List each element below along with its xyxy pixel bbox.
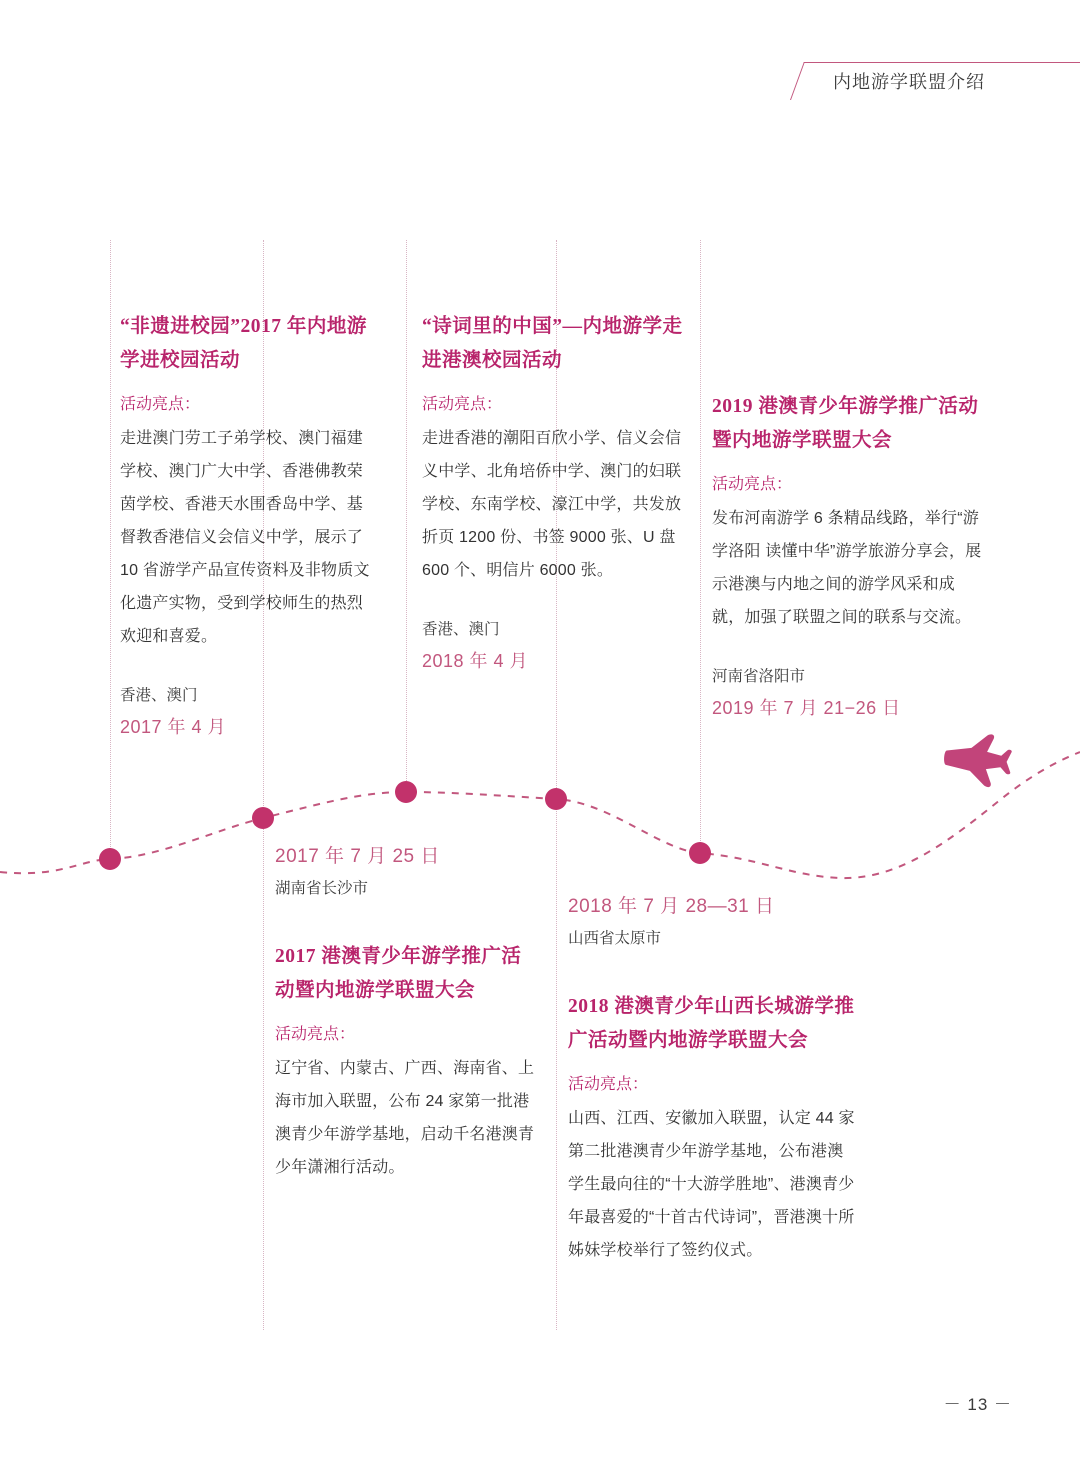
- event-highlights-label: 活动亮点：: [568, 1076, 649, 1093]
- event-title: 2019 港澳青少年游学推广活动暨内地游学联盟大会: [712, 396, 979, 451]
- event-block-2017-campus: [120, 310, 375, 743]
- event-block-2019-luoyang: [712, 390, 987, 724]
- event-title: “诗词里的中国”—内地游学走进港澳校园活动: [422, 316, 683, 371]
- event-block-2017-changsha-head: [275, 840, 540, 904]
- event-block-2018-taiyuan-head: [568, 890, 848, 954]
- page-header: [0, 62, 1080, 122]
- event-title: “非遗进校园”2017 年内地游学进校园活动: [120, 316, 367, 371]
- timeline-dot-2017-04: [99, 848, 121, 870]
- event-date: 2018 年 7 月 28—31 日: [568, 896, 775, 917]
- event-title: 2017 港澳青少年游学推广活动暨内地游学联盟大会: [275, 946, 522, 1001]
- event-date: 2018 年 4 月: [422, 651, 529, 671]
- event-place: 河南省洛阳市: [712, 668, 806, 685]
- timeline-dashed-path: [0, 752, 1080, 878]
- timeline-dot-2018-04: [395, 781, 417, 803]
- airplane-icon: [927, 712, 1028, 808]
- event-block-2017-changsha-body: [275, 940, 535, 1184]
- timeline-dot-2017-07: [252, 807, 274, 829]
- event-highlights-label: 活动亮点：: [275, 1026, 356, 1043]
- header-title: 内地游学联盟介绍: [833, 72, 985, 92]
- timeline-dot-2018-07: [545, 788, 567, 810]
- event-place: 香港、澳门: [422, 621, 500, 638]
- event-highlights-label: 活动亮点：: [422, 396, 503, 413]
- event-body: 走进澳门劳工子弟学校、澳门福建学校、澳门广大中学、香港佛教荣茵学校、香港天水围香岛中学、基督教香港信义会信义中学，展示了 10 省游学产品宣传资料及非物质文化遗产实物，受到学校师生的热烈欢迎和喜爱。: [120, 430, 370, 645]
- event-date: 2017 年 4 月: [120, 717, 227, 737]
- event-body: 发布河南游学 6 条精品线路，举行“游学洛阳 读懂中华”游学旅游分享会，展示港澳与内地之间的游学风采和成就，加强了联盟之间的联系与交流。: [712, 510, 982, 626]
- page-number: － 13 －: [943, 1395, 1012, 1414]
- timeline-dot-2019-07: [689, 842, 711, 864]
- event-place: 湖南省长沙市: [275, 880, 369, 897]
- event-date: 2019 年 7 月 21−26 日: [712, 698, 901, 718]
- event-body: 走进香港的潮阳百欣小学、信义会信义中学、北角培侨中学、澳门的妇联学校、东南学校、濠江中学，共发放折页 1200 份、书签 9000 张、U 盘 600 个、明信片 6000 张。: [422, 430, 682, 579]
- event-highlights-label: 活动亮点：: [712, 476, 793, 493]
- event-title: 2018 港澳青少年山西长城游学推广活动暨内地游学联盟大会: [568, 996, 855, 1051]
- event-place: 香港、澳门: [120, 687, 198, 704]
- event-body: 辽宁省、内蒙古、广西、海南省、上海市加入联盟，公布 24 家第一批港澳青少年游学基地，启动千名港澳青少年潇湘行活动。: [275, 1060, 535, 1176]
- event-place: 山西省太原市: [568, 930, 662, 947]
- event-highlights-label: 活动亮点：: [120, 396, 201, 413]
- event-date: 2017 年 7 月 25 日: [275, 846, 440, 867]
- event-body: 山西、江西、安徽加入联盟，认定 44 家第二批港澳青少年游学基地，公布港澳学生最向往的“十大游学胜地”、港澳青少年最喜爱的“十首古代诗词”，晋港澳十所姊妹学校举行了签约仪式。: [568, 1110, 855, 1259]
- event-block-2018-poetry: [422, 310, 687, 677]
- event-block-2018-taiyuan-body: [568, 990, 858, 1267]
